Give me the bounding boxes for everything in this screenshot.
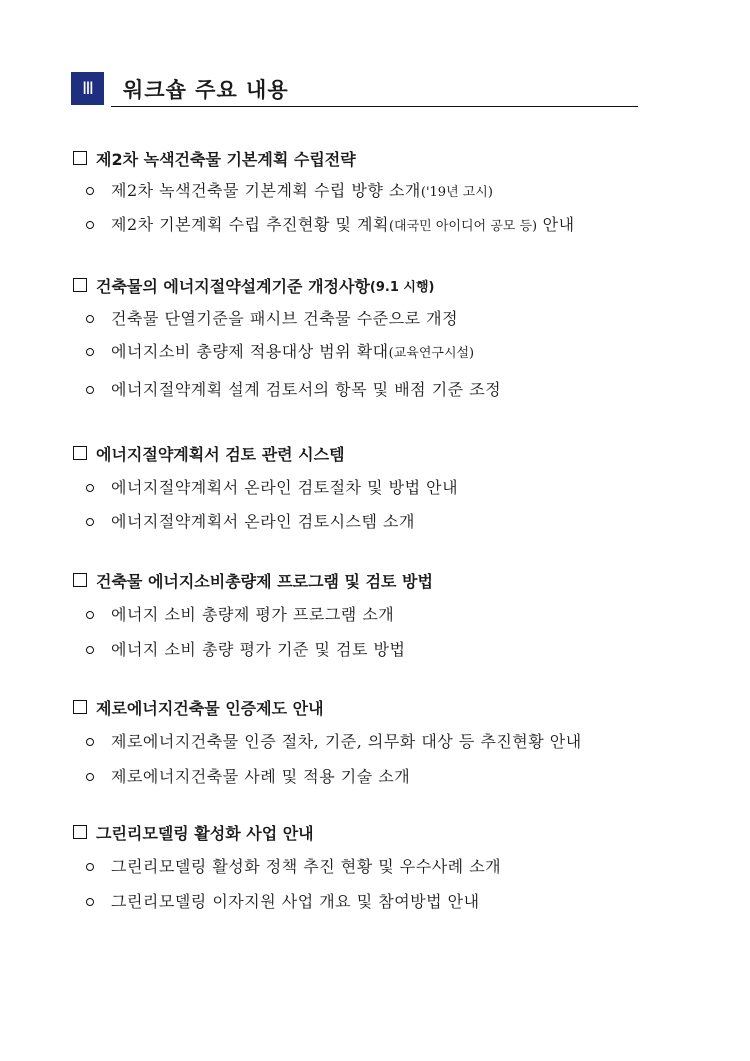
circle-bullet-icon (86, 221, 94, 229)
list-item (73, 510, 713, 534)
list-item (73, 340, 713, 364)
list-item (73, 855, 713, 879)
topic-section (73, 146, 713, 237)
list-item (73, 476, 713, 500)
topic-heading (73, 820, 713, 844)
list-item-text: 에너지절약계획서 온라인 검토절차 및 방법 안내 (111, 478, 459, 497)
topic-heading (73, 695, 713, 719)
topic-heading-text: 에너지절약계획서 검토 관련 시스템 (96, 444, 345, 464)
checkbox-square-icon (73, 825, 87, 839)
list-item (73, 765, 713, 789)
list-item (73, 890, 713, 914)
circle-bullet-icon (86, 773, 94, 781)
list-item-text: 제2차 녹색건축물 기본계획 수립 방향 소개 (111, 181, 421, 200)
section-header (71, 72, 638, 108)
checkbox-square-icon (73, 573, 87, 587)
header-underline (111, 106, 638, 107)
list-item (73, 213, 713, 237)
list-item-text: 에너지 소비 총량제 평가 프로그램 소개 (111, 605, 395, 624)
circle-bullet-icon (86, 187, 94, 195)
list-item-text: 에너지절약계획 설계 검토서의 항목 및 배점 기준 조정 (111, 380, 502, 399)
checkbox-square-icon (73, 700, 87, 714)
topic-heading (73, 146, 713, 170)
checkbox-square-icon (73, 278, 87, 292)
list-item-suffix: 안내 (537, 215, 575, 234)
circle-bullet-icon (86, 348, 94, 356)
list-item (73, 603, 713, 627)
circle-bullet-icon (86, 518, 94, 526)
list-item-text: 제로에너지건축물 인증 절차, 기준, 의무화 대상 등 추진현황 안내 (111, 732, 582, 751)
list-item-text: 에너지 소비 총량 평가 기준 및 검토 방법 (111, 640, 406, 659)
topic-section (73, 273, 713, 402)
list-item-text: 제2차 기본계획 수립 추진현황 및 계획 (111, 215, 389, 234)
list-item-note: (대국민 아이디어 공모 등) (388, 219, 538, 234)
topic-heading-note: (9.1 시행) (369, 279, 435, 295)
circle-bullet-icon (86, 611, 94, 619)
topic-section (73, 820, 713, 914)
list-item-text: 그린리모델링 이자지원 사업 개요 및 참여방법 안내 (111, 892, 480, 911)
circle-bullet-icon (86, 484, 94, 492)
circle-bullet-icon (86, 863, 94, 871)
topic-section (73, 441, 713, 534)
list-item (73, 307, 713, 331)
list-item (73, 179, 713, 203)
list-item-text: 건축물 단열기준을 패시브 건축물 수준으로 개정 (111, 309, 459, 328)
list-item (73, 638, 713, 662)
circle-bullet-icon (86, 646, 94, 654)
list-item-text: 에너지절약계획서 온라인 검토시스템 소개 (111, 512, 415, 531)
topic-section (73, 568, 713, 662)
checkbox-square-icon (73, 151, 87, 165)
section-number-badge: Ⅲ (71, 72, 104, 105)
topic-heading-text: 건축물의 에너지절약설계기준 개정사항 (96, 276, 370, 296)
topic-heading (73, 568, 713, 592)
topic-heading-text: 건축물 에너지소비총량제 프로그램 및 검토 방법 (96, 571, 433, 591)
topic-heading (73, 273, 713, 297)
circle-bullet-icon (86, 738, 94, 746)
checkbox-square-icon (73, 446, 87, 460)
list-item-note: (교육연구시설) (388, 346, 475, 361)
list-item (73, 378, 713, 402)
list-item-text: 제로에너지건축물 사례 및 적용 기술 소개 (111, 767, 411, 786)
topic-heading-text: 제2차 녹색건축물 기본계획 수립전략 (96, 149, 356, 169)
topic-heading (73, 441, 713, 465)
section-title: 워크숍 주요 내용 (123, 78, 289, 102)
list-item-note: ('19년 고시) (420, 185, 493, 200)
topic-section (73, 695, 713, 789)
circle-bullet-icon (86, 315, 94, 323)
circle-bullet-icon (86, 386, 94, 394)
circle-bullet-icon (86, 898, 94, 906)
topic-heading-text: 그린리모델링 활성화 사업 안내 (96, 823, 314, 843)
list-item-text: 그린리모델링 활성화 정책 추진 현황 및 우수사례 소개 (111, 857, 502, 876)
list-item-text: 에너지소비 총량제 적용대상 범위 확대 (111, 342, 389, 361)
list-item (73, 730, 713, 754)
topic-heading-text: 제로에너지건축물 인증제도 안내 (96, 698, 324, 718)
